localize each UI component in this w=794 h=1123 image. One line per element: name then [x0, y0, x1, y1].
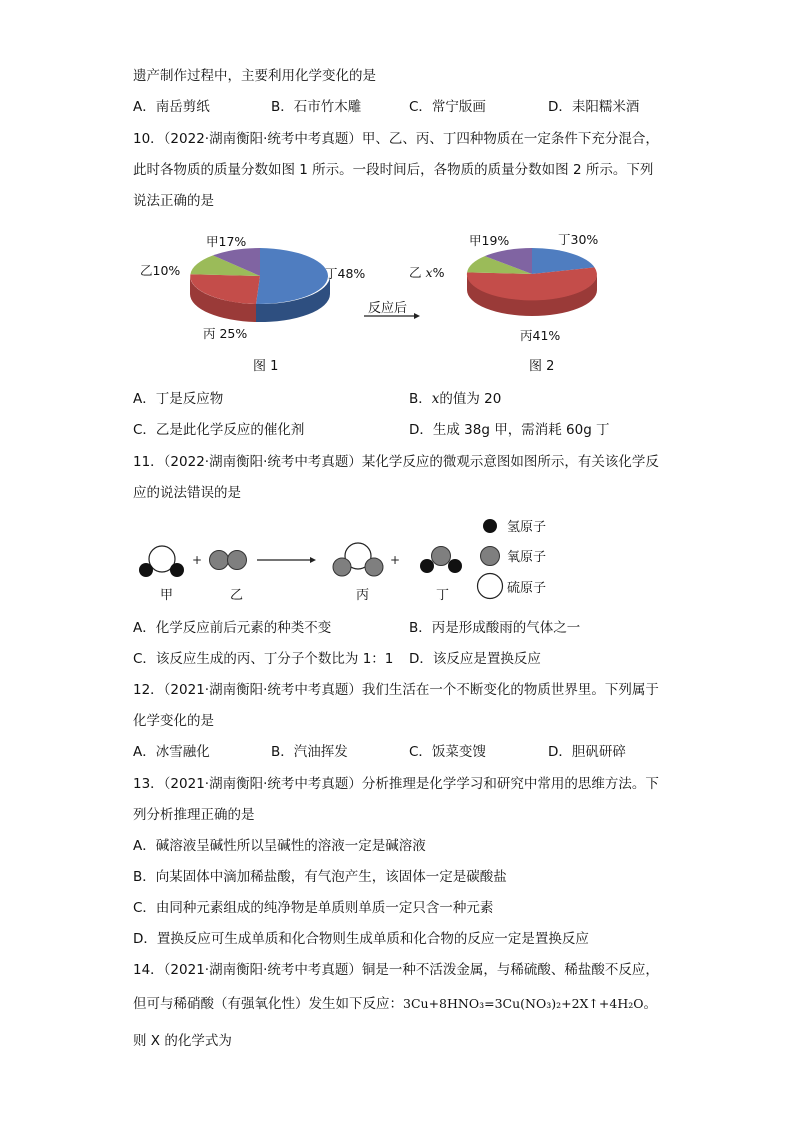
- q11-line1: 11．（2022·湖南衡阳·统考中考真题）某化学反应的微观示意图如图所示，有关该化学反: [133, 454, 659, 470]
- q13-line2: 列分析推理正确的是: [133, 807, 255, 823]
- q10-option-b: B．x的值为 20: [409, 391, 502, 407]
- o2-molecule: [210, 551, 229, 570]
- q11-line2: 应的说法错误的是: [133, 485, 241, 501]
- arrow-label: 反应后: [368, 301, 408, 316]
- q9-option-b: B．石市竹木雕: [271, 99, 362, 115]
- q12-line1: 12．（2021·湖南衡阳·统考中考真题）我们生活在一个不断变化的物质世界里。下列属于: [133, 682, 659, 698]
- q14-line2: 但可与稀硝酸（有强氧化性）发生如下反应：3Cu+8HNO₃=3Cu(NO₃)₂+2X↑+4H₂O。: [133, 996, 657, 1012]
- q12-option-d: D．胆矾研碎: [548, 744, 626, 760]
- q9-option-a: A．南岳剪纸: [133, 99, 210, 115]
- q10-line2: 此时各物质的质量分数如图 1 所示。一段时间后，各物质的质量分数如图 2 所示。下列: [133, 162, 654, 178]
- legend-oxygen: 氧原子: [507, 550, 547, 565]
- q10-option-c: C．乙是此化学反应的催化剂: [133, 422, 305, 438]
- fig2-label-yi: 乙 x%: [409, 265, 445, 280]
- q13-option-b: B．向某固体中滴加稀盐酸，有气泡产生，该固体一定是碳酸盐: [133, 869, 507, 885]
- svg-text:+: +: [192, 553, 203, 567]
- arrow-icon: [364, 311, 420, 321]
- fig2-caption: 图 2: [529, 359, 555, 374]
- q14-equation: 3Cu+8HNO₃=3Cu(NO₃)₂+2X↑+4H₂O: [403, 996, 644, 1011]
- atom-legend-swatches: [476, 514, 506, 604]
- q13-option-c: C．由同种元素组成的纯净物是单质则单质一定只含一种元素: [133, 900, 494, 916]
- fig1-caption: 图 1: [253, 359, 279, 374]
- q9-option-c: C．常宁版画: [409, 99, 486, 115]
- q10-line1: 10．（2022·湖南衡阳·统考中考真题）甲、乙、丙、丁四种物质在一定条件下充分混合，: [133, 131, 659, 147]
- q10-line3: 说法正确的是: [133, 193, 214, 209]
- fig1-label-ding: 丁48%: [325, 266, 366, 281]
- q12-line2: 化学变化的是: [133, 713, 214, 729]
- q12-option-a: A．冰雪融化: [133, 744, 210, 760]
- fig1-label-bing: 丙 25%: [203, 326, 248, 341]
- q11-option-c: C．该反应生成的丙、丁分子个数比为 1：1: [133, 651, 394, 667]
- q14-line3: 则 X 的化学式为: [133, 1033, 232, 1049]
- q10-option-a: A．丁是反应物: [133, 391, 224, 407]
- q13-option-a: A．碱溶液呈碱性所以呈碱性的溶液一定是碱溶液: [133, 838, 426, 854]
- fig1-label-jia: 甲17%: [206, 234, 247, 249]
- q12-option-b: B．汽油挥发: [271, 744, 348, 760]
- q10-option-d: D．生成 38g 甲，需消耗 60g 丁: [409, 422, 610, 438]
- molecule-label-yi: 乙: [230, 588, 244, 603]
- molecule-label-ding: 丁: [436, 588, 450, 603]
- q13-option-d: D．置换反应可生成单质和化合物则生成单质和化合物的反应一定是置换反应: [133, 931, 589, 947]
- q9-stem-end: 遗产制作过程中，主要利用化学变化的是: [133, 68, 376, 84]
- h2o-molecule: [432, 547, 451, 566]
- hydrogen-atom-icon: [483, 519, 497, 533]
- q11-option-b: B．丙是形成酸雨的气体之一: [409, 620, 581, 636]
- fig2-label-bing: 丙41%: [520, 328, 561, 343]
- q11-option-d: D．该反应是置换反应: [409, 651, 541, 667]
- oxygen-atom-icon: [481, 547, 500, 566]
- pie-chart-figure-2: [462, 238, 602, 324]
- pie-chart-figure-1: [185, 238, 335, 328]
- q11-option-a: A．化学反应前后元素的种类不变: [133, 620, 332, 636]
- q14-line1: 14．（2021·湖南衡阳·统考中考真题）铜是一种不活泼金属，与稀硫酸、稀盐酸不反应，: [133, 962, 659, 978]
- fig2-label-ding: 丁30%: [558, 232, 599, 247]
- legend-hydrogen: 氢原子: [507, 520, 547, 535]
- sulfur-atom-icon: [478, 574, 503, 599]
- molecule-label-jia: 甲: [160, 588, 174, 603]
- molecule-label-bing: 丙: [356, 588, 370, 603]
- fig2-label-jia: 甲19%: [469, 233, 510, 248]
- fig1-label-yi: 乙10%: [140, 263, 181, 278]
- molecule-diagram: [130, 505, 470, 605]
- q13-line1: 13．（2021·湖南衡阳·统考中考真题）分析推理是化学学习和研究中常用的思维方法。下: [133, 776, 659, 792]
- legend-sulfur: 硫原子: [507, 581, 547, 596]
- q12-option-c: C．饭菜变馊: [409, 744, 486, 760]
- q9-option-d: D．耒阳糯米酒: [548, 99, 640, 115]
- svg-text:+: +: [390, 553, 401, 567]
